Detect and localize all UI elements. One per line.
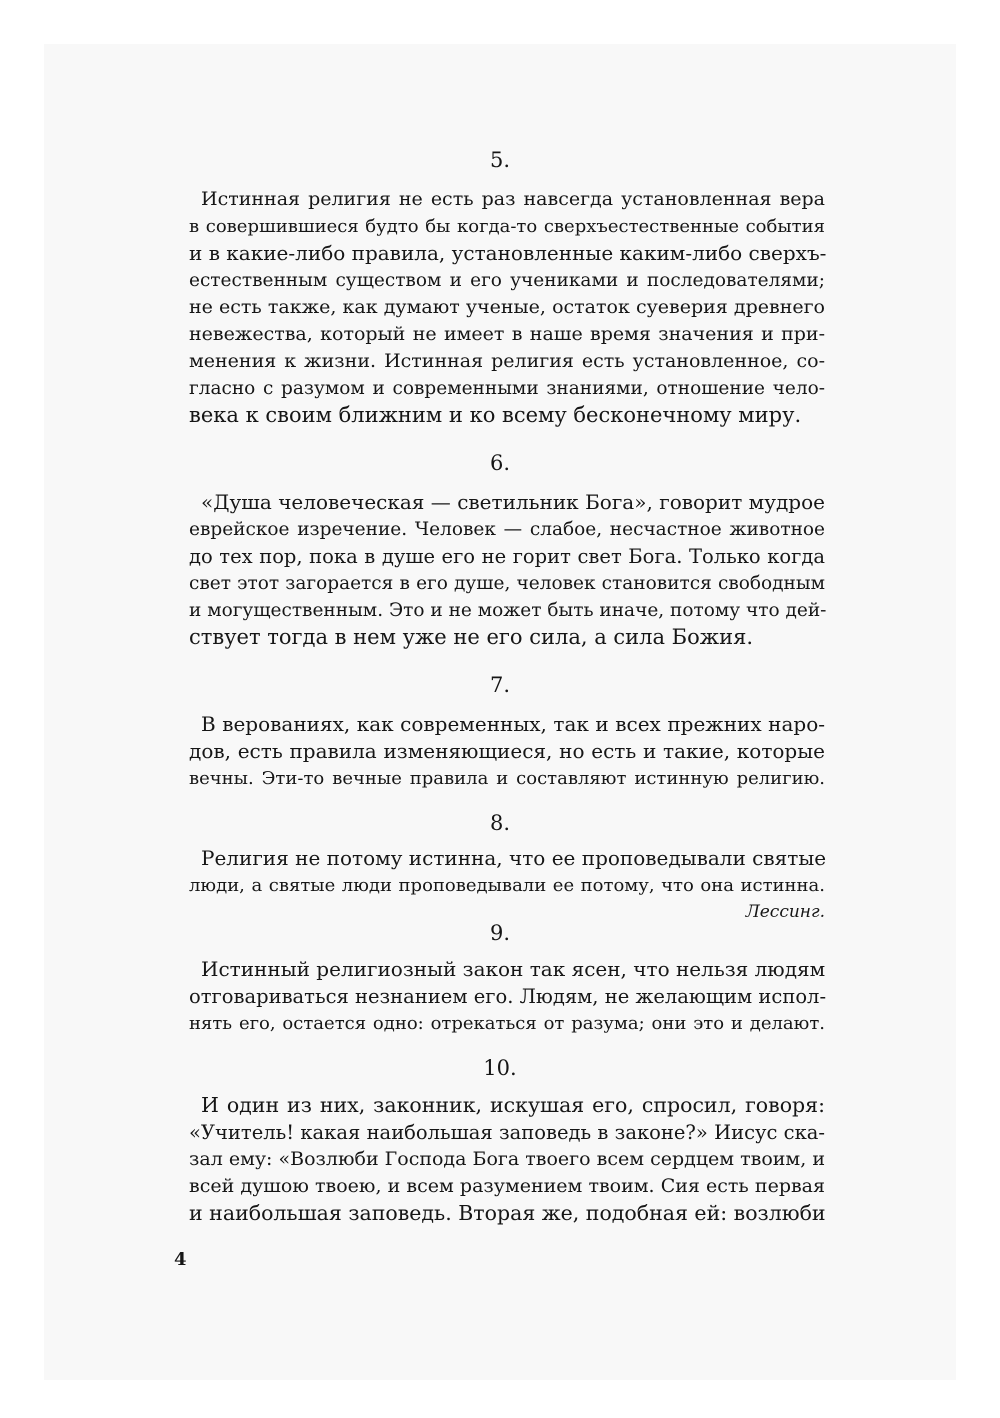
section-number: 5. bbox=[489, 148, 511, 172]
section-number: 8. bbox=[489, 811, 511, 835]
section-number: 7. bbox=[489, 673, 511, 697]
section-number: 10. bbox=[483, 1056, 517, 1080]
section-number: 6. bbox=[489, 451, 511, 475]
section-number: 9. bbox=[489, 921, 511, 945]
page-number: 4 bbox=[174, 1249, 187, 1270]
attribution: Лессинг. bbox=[745, 902, 825, 922]
book-page: 5. Истинная религия не есть раз навсегда установленная вера в совершившиеся будто бы когда-то сверхъестественные события и в какие-либо правила, установленные каким-либо сверхъ- естественным существом и его учениками и последователями; не есть также, как думают ученые, остаток суеверия древнего невежества, который не имеет в наше время значения и при- менения к жизни. Истинная религия есть установленное, со- гласно с разумом и современными знаниями, отношение чело- века к своим ближним и ко всему бесконечному миру. 6. «Душа человеческая — светильник Бога», говорит мудрое еврейское изречение. Человек — слабое, несчастное животное до тех пор, пока в душе его не горит свет Бога. Только когда свет этот загорается в его душе, человек становится свободным и могущественным. Это и не может быть иначе, потому что дей- ствует тогда в нем уже не его сила, а сила Божия. 7. В верованиях, как современных, так и всех прежних наро- дов, есть правила изменяющиеся, но есть и такие, которые вечны. Эти-то вечные правила и составляют истинную религию. 8. Религия не потому истинна, что ее проповедывали святые люди, а святые люди проповедывали ее потому, что она истинна. Лессинг. 9. Истинный религиозный закон так ясен, что нельзя людям отговариваться незнанием его. Людям, не желающим испол- нять его, остается одно: отрекаться от разума; они это и делают. 10. И один из них, законник, искушая его, спросил, говоря: «Учитель! какая наибольшая заповедь в законе?» Иисус ска- зал ему: «Возлюби Господа Бога твоего всем сердцем твоим, и всей душою твоею, и всем разумением твоим. Сия есть первая и наибольшая заповедь. Вторая же, подобная ей: возлюби 4 bbox=[44, 44, 956, 1380]
